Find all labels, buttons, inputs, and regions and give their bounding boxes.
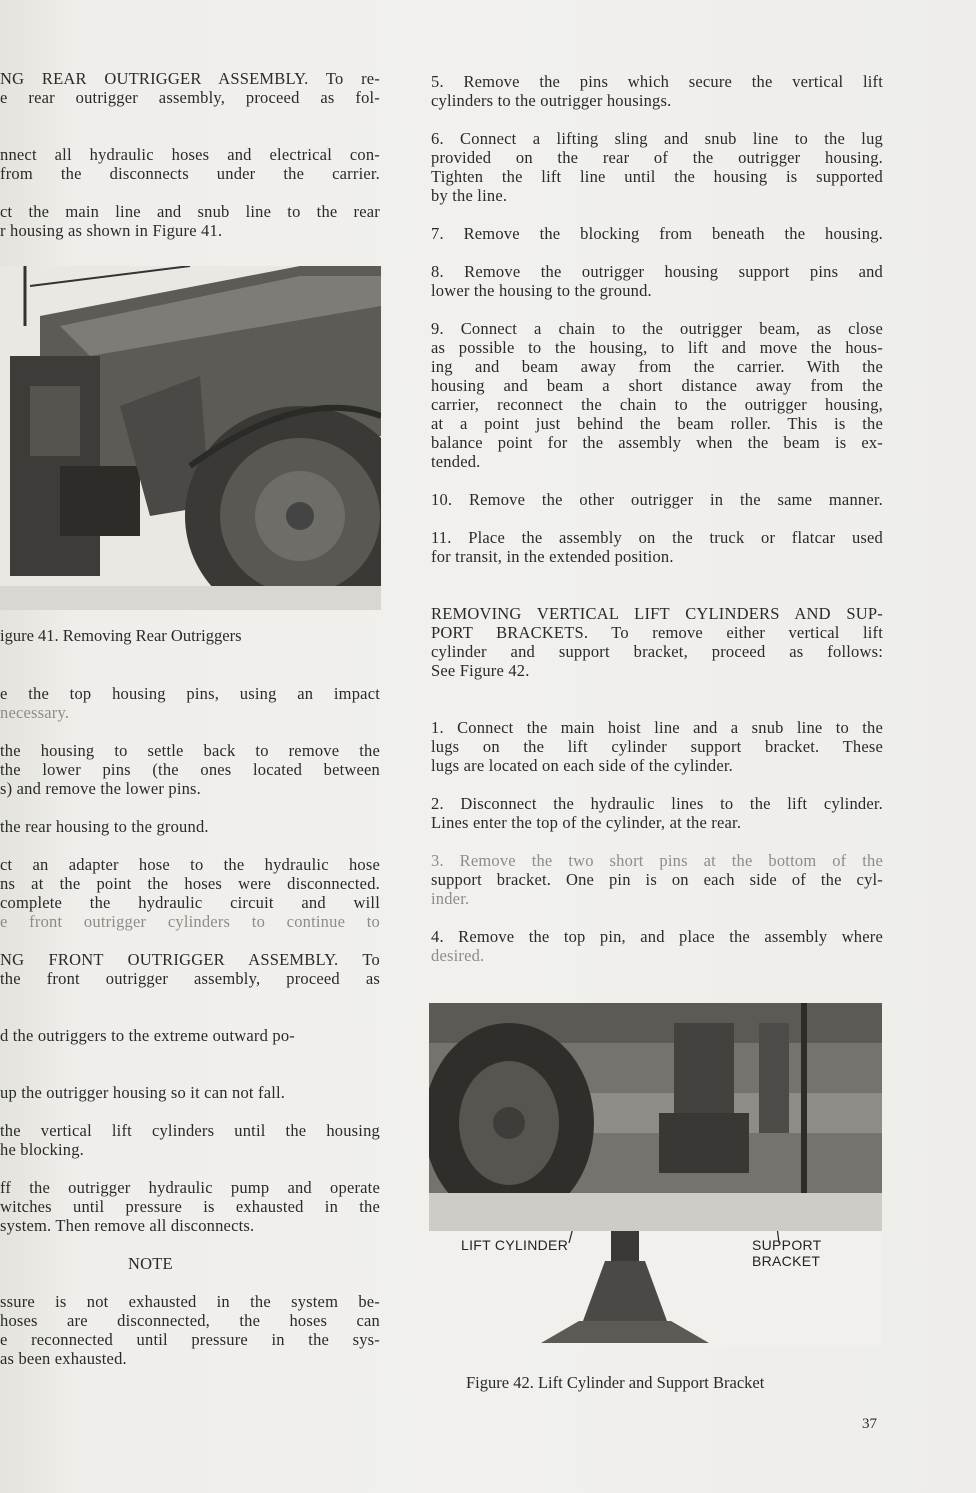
rear-step-line: s) and remove the lower pins. bbox=[0, 779, 201, 798]
rear-step-line: the lower pins (the ones located between bbox=[0, 760, 380, 779]
figure-42-photo bbox=[429, 1003, 882, 1231]
step-line: 8. Remove the outrigger housing support pins and bbox=[431, 262, 883, 281]
step-line: 10. Remove the other outrigger in the same manner. bbox=[431, 490, 883, 509]
rear-step-line: nnect all hydraulic hoses and electrical con- bbox=[0, 145, 380, 164]
front-step-line: d the outriggers to the extreme outward po- bbox=[0, 1026, 295, 1045]
left-column bbox=[0, 69, 380, 240]
step-line: as possible to the housing, to lift and move the hous- bbox=[431, 338, 883, 357]
note-line: hoses are disconnected, the hoses can bbox=[0, 1311, 380, 1330]
cyl-heading-line: cylinder and support bracket, proceed as follows: bbox=[431, 642, 883, 661]
cyl-step-line: 3. Remove the two short pins at the bottom of the bbox=[431, 851, 883, 870]
rear-step-line: complete the hydraulic circuit and will bbox=[0, 893, 380, 912]
rear-step-line: ct an adapter hose to the hydraulic hose bbox=[0, 855, 380, 874]
front-step-line: ff the outrigger hydraulic pump and operate bbox=[0, 1178, 380, 1197]
note-line: e reconnected until pressure in the sys- bbox=[0, 1330, 380, 1349]
cyl-step-line: 4. Remove the top pin, and place the assembly where bbox=[431, 927, 883, 946]
rear-step-line: e front outrigger cylinders to continue to bbox=[0, 912, 380, 931]
note-line: ssure is not exhausted in the system be- bbox=[0, 1292, 380, 1311]
rear-step-line: the housing to settle back to remove the bbox=[0, 741, 380, 760]
rear-heading-line: e rear outrigger assembly, proceed as fol- bbox=[0, 88, 380, 107]
front-step-line: the vertical lift cylinders until the housing bbox=[0, 1121, 380, 1140]
front-step-line: up the outrigger housing so it can not fall. bbox=[0, 1083, 286, 1102]
figure-41-photo bbox=[0, 266, 381, 610]
page-number: 37 bbox=[862, 1416, 877, 1432]
cyl-step-line: 2. Disconnect the hydraulic lines to the lift cylinder. bbox=[431, 794, 883, 813]
step-line: 5. Remove the pins which secure the vertical lift bbox=[431, 72, 883, 91]
rear-step-line: from the disconnects under the carrier. bbox=[0, 164, 380, 183]
front-heading-line: NG FRONT OUTRIGGER ASSEMBLY. To bbox=[0, 950, 380, 969]
left-column-lower bbox=[0, 684, 380, 1368]
cyl-heading-line: See Figure 42. bbox=[431, 661, 530, 680]
cyl-step-line: inder. bbox=[431, 889, 470, 908]
support-bracket-label-line2: BRACKET bbox=[752, 1253, 821, 1269]
figure-41-caption: igure 41. Removing Rear Outriggers bbox=[0, 626, 242, 645]
step-line: tended. bbox=[431, 452, 481, 471]
front-heading-line: the front outrigger assembly, proceed as bbox=[0, 969, 380, 988]
front-step-line: witches until pressure is exhausted in the bbox=[0, 1197, 380, 1216]
rear-step-line: e the top housing pins, using an impact bbox=[0, 684, 380, 703]
cyl-heading-line: PORT BRACKETS. To remove either vertical lift bbox=[431, 623, 883, 642]
cyl-step-line: 1. Connect the main hoist line and a snub line to the bbox=[431, 718, 883, 737]
rear-step-line: ct the main line and snub line to the rear bbox=[0, 202, 380, 221]
rear-heading-line: NG REAR OUTRIGGER ASSEMBLY. To re- bbox=[0, 69, 380, 88]
step-line: lower the housing to the ground. bbox=[431, 281, 652, 300]
note-title: NOTE bbox=[128, 1254, 173, 1273]
step-line: balance point for the assembly when the beam is ex- bbox=[431, 433, 883, 452]
cyl-step-line: Lines enter the top of the cylinder, at the rear. bbox=[431, 813, 742, 832]
step-line: provided on the rear of the outrigger housing. bbox=[431, 148, 883, 167]
step-line: cylinders to the outrigger housings. bbox=[431, 91, 672, 110]
rear-step-line: necessary. bbox=[0, 703, 70, 722]
step-line: 9. Connect a chain to the outrigger beam, as close bbox=[431, 319, 883, 338]
step-line: for transit, in the extended position. bbox=[431, 547, 674, 566]
cyl-step-line: support bracket. One pin is on each side of the cyl- bbox=[431, 870, 883, 889]
step-line: 11. Place the assembly on the truck or flatcar used bbox=[431, 528, 883, 547]
rear-step-line: r housing as shown in Figure 41. bbox=[0, 221, 223, 240]
cyl-heading-line: REMOVING VERTICAL LIFT CYLINDERS AND SUP- bbox=[431, 604, 883, 623]
step-line: ing and beam away from the carrier. With the bbox=[431, 357, 883, 376]
rear-step-line: ns at the point the hoses were disconnected. bbox=[0, 874, 380, 893]
step-line: Tighten the lift line until the housing is supported bbox=[431, 167, 883, 186]
cyl-step-line: lugs are located on each side of the cylinder. bbox=[431, 756, 733, 775]
figure-42-caption: Figure 42. Lift Cylinder and Support Bracket bbox=[466, 1373, 765, 1392]
cyl-step-line: desired. bbox=[431, 946, 485, 965]
step-line: carrier, reconnect the chain to the outrigger housing, bbox=[431, 395, 883, 414]
lift-cylinder-label: LIFT CYLINDER bbox=[461, 1237, 569, 1253]
step-line: 7. Remove the blocking from beneath the housing. bbox=[431, 224, 883, 243]
step-line: by the line. bbox=[431, 186, 508, 205]
front-step-line: he blocking. bbox=[0, 1140, 84, 1159]
support-bracket-label-line1: SUPPORT bbox=[752, 1237, 822, 1253]
note-line: as been exhausted. bbox=[0, 1349, 127, 1368]
cyl-step-line: lugs on the lift cylinder support bracket. These bbox=[431, 737, 883, 756]
step-line: 6. Connect a lifting sling and snub line to the lug bbox=[431, 129, 883, 148]
step-line: at a point just behind the beam roller. This is the bbox=[431, 414, 883, 433]
right-column bbox=[431, 72, 883, 965]
front-step-line: system. Then remove all disconnects. bbox=[0, 1216, 255, 1235]
rear-step-line: the rear housing to the ground. bbox=[0, 817, 209, 836]
figure-42-lower bbox=[429, 1231, 882, 1346]
step-line: housing and beam a short distance away from the bbox=[431, 376, 883, 395]
